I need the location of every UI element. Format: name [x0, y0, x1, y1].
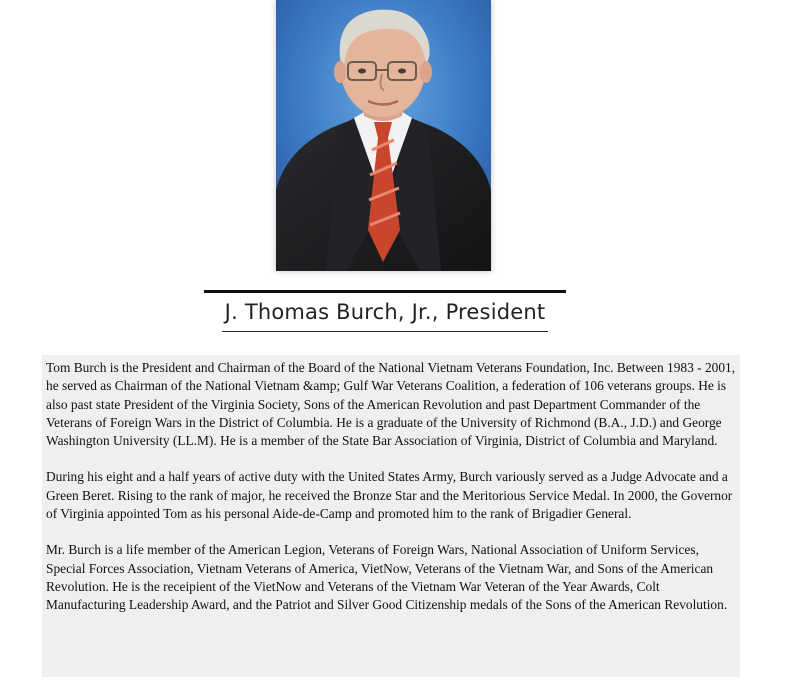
title-rule-bottom [222, 331, 548, 332]
portrait-photo [276, 0, 491, 271]
title-rule-top [204, 290, 566, 293]
bio-paragraph: Mr. Burch is a life member of the American Legion, Veterans of Foreign Wars, National Association of Uniform Services, Special Forces Association, Vietnam Veterans of America, VietNow, Veterans of the Vietnam War, and Sons of the American Revolution. He is the receipient of the VietNow and Veterans of the Vietnam War Veteran of the Year Awards, Colt Manufacturing Leadership Award, and the Patriot and Silver Good Citizenship medals of the Sons of the American Revolution. [46, 542, 728, 613]
bio-paragraph: Tom Burch is the President and Chairman of the Board of the National Vietnam Veterans Foundation, Inc. Between 1983 - 2001, he served as Chairman of the National Vietnam &amp; Gulf War Veterans Coalition, a federation of 106 veterans groups. He is also past state President of the Virginia Society, Sons of the American Revolution and past Department Commander of the Veterans of Foreign Wars in the District of Columbia. He is a graduate of the University of Richmond (B.A., J.D.) and George Washington University (LL.M). He is a member of the State Bar Association of Virginia, District of Columbia and Maryland. [46, 360, 736, 449]
page-title: J. Thomas Burch, Jr., President [224, 300, 546, 324]
bio-paragraph: During his eight and a half years of active duty with the United States Army, Burch variously served as a Judge Advocate and a Green Beret. Rising to the rank of major, he received the Bronze Star and the Meritorious Service Medal. In 2000, the Governor of Virginia appointed Tom as his personal Aide-de-Camp and promoted him to the rank of Brigadier General. [46, 469, 733, 522]
portrait-icon [276, 0, 491, 271]
biography-panel [42, 355, 740, 677]
